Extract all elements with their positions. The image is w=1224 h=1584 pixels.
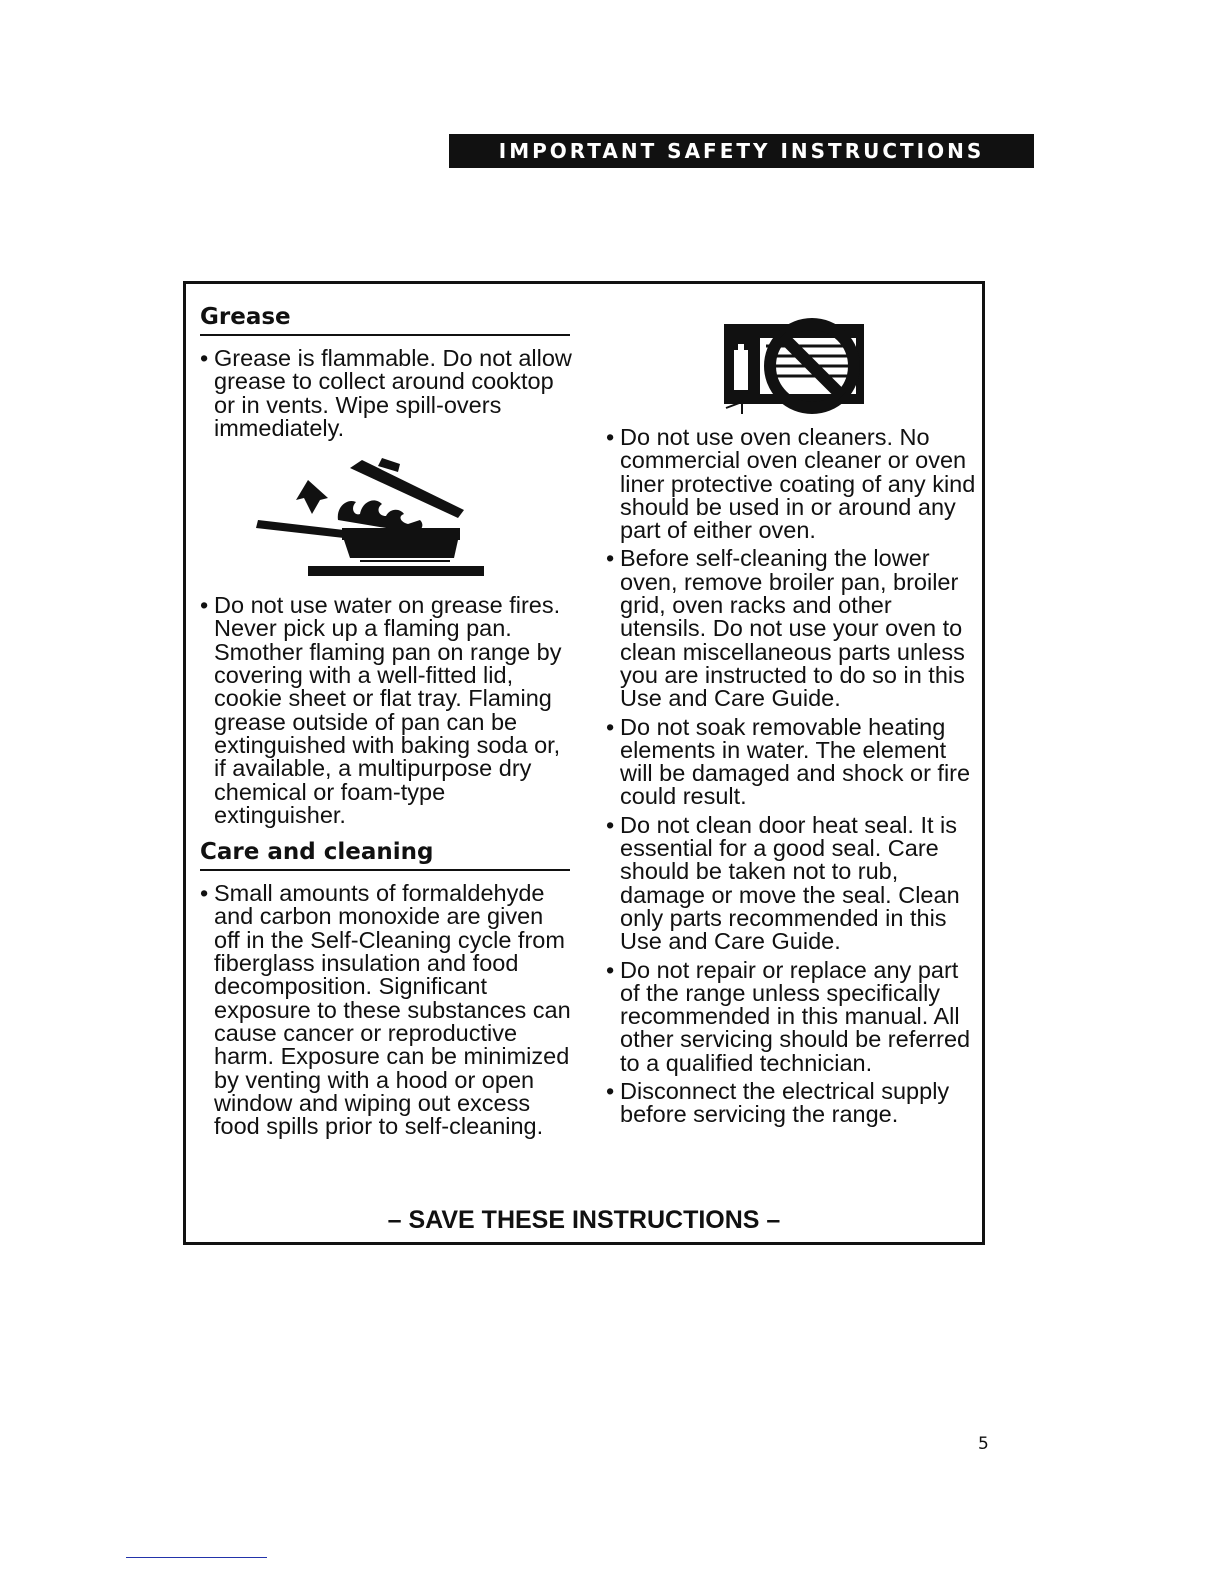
grease-heading: Grease bbox=[200, 304, 570, 336]
page-number: 5 bbox=[978, 1434, 989, 1454]
water-item: • Do not use water on grease fires. Never pick up a flaming pan. Smother flaming pan on range by covering with a well-fitted lid, cookie sheet or flat tray. Flaming grease outside of pan can be extinguished with baking soda or, if available, a multipurpose dry chemical or foam-type extinguisher. bbox=[200, 592, 562, 828]
right-instructions-list bbox=[606, 426, 981, 1127]
save-instructions-footer: – SAVE THESE INSTRUCTIONS – bbox=[387, 1206, 781, 1234]
care-heading: Care and cleaning bbox=[200, 839, 570, 871]
flaming-pan-lid-icon bbox=[250, 450, 490, 580]
footnote-rule bbox=[126, 1557, 267, 1558]
list-item: • Disconnect the electrical supply before servicing the range. bbox=[606, 1078, 950, 1128]
left-column bbox=[200, 304, 575, 1138]
grease-item: • Grease is flammable. Do not allow grease to collect around cooktop or in vents. Wipe spill-overs immediately. bbox=[200, 345, 572, 441]
section-title-bar bbox=[449, 134, 1034, 168]
list-item: • Do not use oven cleaners. No commercial oven cleaner or oven liner protective coating of any kind should be used in or around any part of either oven. bbox=[606, 424, 976, 544]
no-oven-cleaner-icon bbox=[720, 310, 870, 420]
list-item: • Do not repair or replace any part of the range unless specifically recommended in this manual. All other servicing should be referred to a qualified technician. bbox=[606, 956, 971, 1076]
section-title: IMPORTANT SAFETY INSTRUCTIONS bbox=[498, 139, 985, 163]
safety-box bbox=[183, 281, 985, 1245]
list-item: • Do not clean door heat seal. It is essential for a good seal. Care should be taken not to rub, damage or move the seal. Clean only parts recommended in this Use and Care Guide. bbox=[606, 811, 960, 955]
care-item: • Small amounts of formaldehyde and carbon monoxide are given off in the Self-Cleaning cycle from fiberglass insulation and food decomposition. Significant exposure to these substances can cause cancer or reproductive harm. Exposure can be minimized by venting with a hood or open window and wiping out excess food spills prior to self-cleaning. bbox=[200, 880, 571, 1140]
list-item: • Before self-cleaning the lower oven, remove broiler pan, broiler grid, oven racks and other utensils. Do not use your oven to clean miscellaneous parts unless you are instructed to do so in this Use and Care Guide. bbox=[606, 545, 965, 712]
right-column bbox=[606, 310, 981, 1127]
list-item: • Do not soak removable heating elements in water. The element will be damaged and shock or fire could result. bbox=[606, 713, 971, 810]
